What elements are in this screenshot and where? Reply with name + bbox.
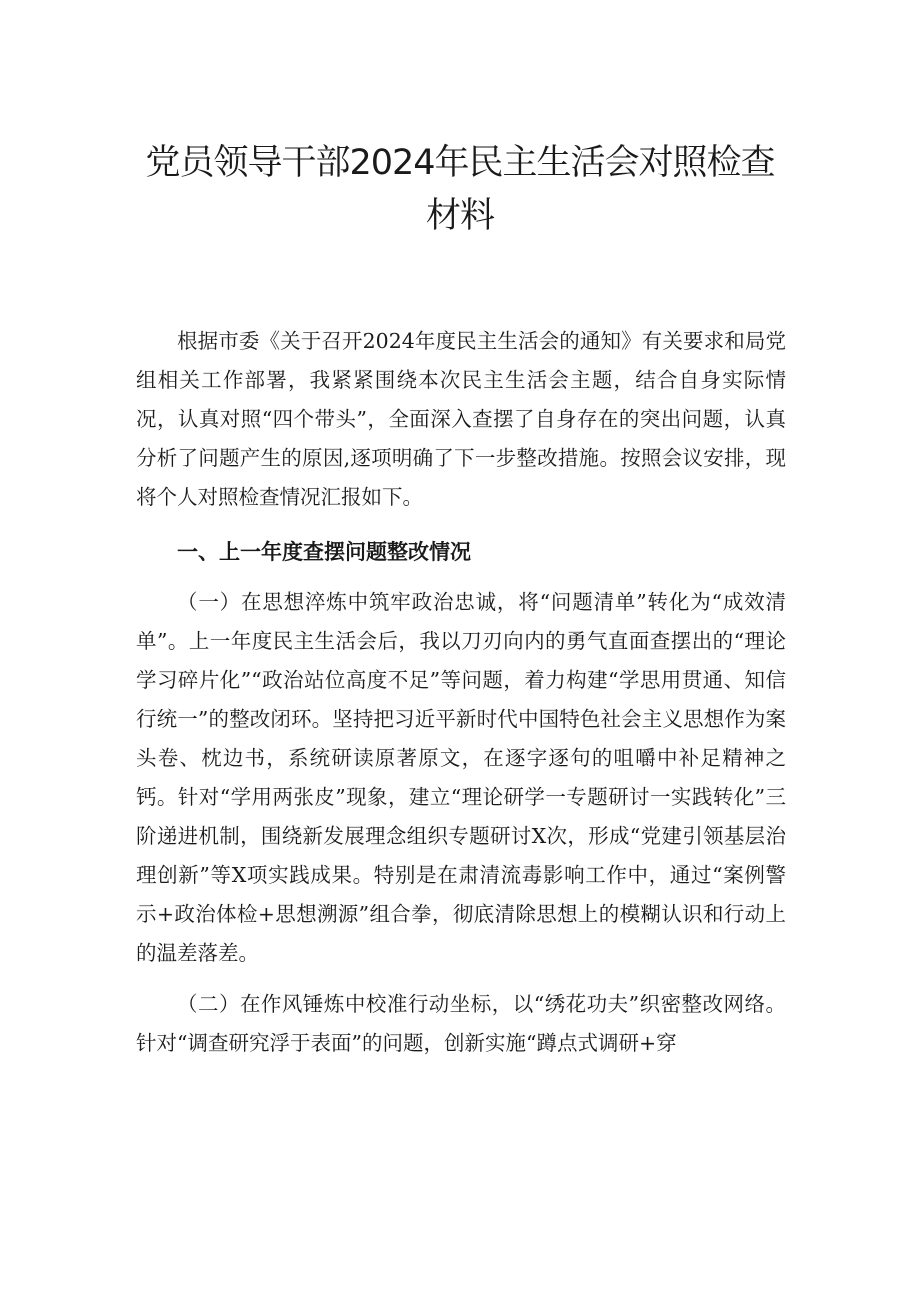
section1-paragraph-1: （一）在思想淬炼中筑牢政治忠诚，将“问题清单”转化为“成效清单”。上一年度民主生活会后，我以刀刃向内的勇气直面查摆出的“理论学习碎片化”“政治站位高度不足”等问题，着力构建“学思用贯通、知信行统一”的整改闭环。坚持把习近平新时代中国特色社会主义思想作为案头卷、枕边书，系统研读原著原文，在逐字逐句的咀嚼中补足精神之钙。针对“学用两张皮”现象，建立“理论研学一专题研讨一实践转化”三阶递进机制，围绕新发展理念组织专题研讨X次，形成“党建引领基层治理创新”等X项实践成果。特别是在肃清流毒影响工作中，通过“案例警示+政治体检+思想溯源”组合拳，彻底清除思想上的模糊认识和行动上的温差落差。 — [136, 590, 786, 965]
document-title-line1: 党员领导干部2024年民主生活会对照检查 — [145, 143, 775, 183]
document-title-line2: 材料 — [425, 196, 494, 236]
intro-paragraph: 根据市委《关于召开2024年度民主生活会的通知》有关要求和局党组相关工作部署，我紧紧围绕本次民主生活会主题，结合自身实际情况，认真对照“四个带头”，全面深入查摆了自身存在的突出问题，认真分析了问题产生的原因,逐项明确了下一步整改措施。按照会议安排，现将个人对照检查情况汇报如下。 — [136, 329, 786, 509]
section1-paragraph-2: （二）在作风锤炼中校准行动坐标，以“绣花功夫”织密整改网络。针对“调查研究浮于表面”的问题，创新实施“蹲点式调研+穿 — [136, 992, 786, 1055]
section1-heading: 一、上一年度查摆问题整改情况 — [177, 540, 471, 564]
